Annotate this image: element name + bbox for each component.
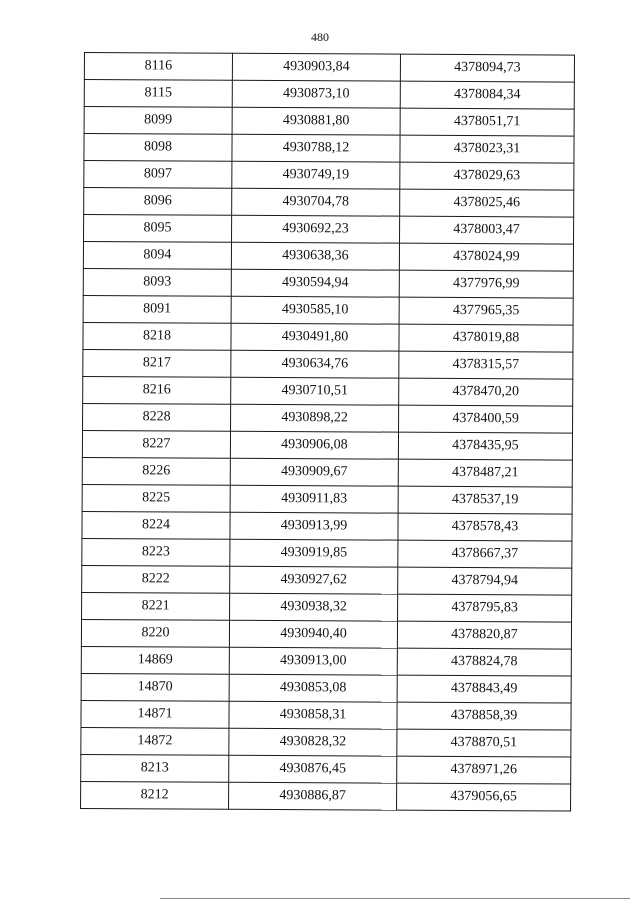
y-coordinate-cell: 4378858,39 (397, 702, 571, 730)
y-coordinate-cell: 4378971,26 (397, 756, 571, 784)
table-row (84, 80, 574, 110)
x-coordinate-cell: 4930876,45 (229, 755, 397, 783)
table-row (84, 107, 574, 137)
x-coordinate-cell: 4930638,36 (231, 242, 399, 270)
table-row (81, 727, 571, 757)
x-coordinate-cell: 4930938,32 (230, 593, 398, 621)
y-coordinate-cell: 4378400,59 (399, 405, 573, 433)
y-coordinate-cell: 4378470,20 (399, 378, 573, 406)
table-row (81, 619, 571, 649)
x-coordinate-cell: 4930491,80 (231, 323, 399, 351)
point-number-cell: 8221 (82, 592, 230, 620)
y-coordinate-cell: 4377965,35 (399, 297, 573, 325)
table-row (83, 268, 573, 298)
y-coordinate-cell: 4378870,51 (397, 729, 571, 757)
y-coordinate-cell: 4377976,99 (399, 270, 573, 298)
table-row (82, 511, 572, 541)
point-number-cell: 8212 (81, 781, 229, 809)
point-number-cell: 8223 (82, 538, 230, 566)
point-number-cell: 8218 (83, 322, 231, 350)
table-row (82, 565, 572, 595)
x-coordinate-cell: 4930634,76 (231, 350, 399, 378)
point-number-cell: 14871 (81, 700, 229, 728)
y-coordinate-cell: 4378667,37 (398, 540, 572, 568)
y-coordinate-cell: 4378084,34 (400, 81, 574, 109)
x-coordinate-cell: 4930853,08 (229, 674, 397, 702)
point-number-cell: 8228 (83, 403, 231, 431)
coordinates-table (80, 52, 575, 812)
table-row (83, 349, 573, 379)
x-coordinate-cell: 4930913,00 (229, 647, 397, 675)
x-coordinate-cell: 4930692,23 (232, 215, 400, 243)
point-number-cell: 8095 (84, 215, 232, 243)
y-coordinate-cell: 4378824,78 (397, 648, 571, 676)
y-coordinate-cell: 4378315,57 (399, 351, 573, 379)
point-number-cell: 8098 (84, 134, 232, 162)
table-row (83, 403, 573, 433)
point-number-cell: 14869 (81, 646, 229, 674)
table-row (83, 242, 573, 272)
x-coordinate-cell: 4930828,32 (229, 728, 397, 756)
y-coordinate-cell: 4378537,19 (398, 486, 572, 514)
y-coordinate-cell: 4378795,83 (398, 594, 572, 622)
x-coordinate-cell: 4930873,10 (232, 80, 400, 108)
y-coordinate-cell: 4378435,95 (398, 432, 572, 460)
point-number-cell: 8227 (82, 430, 230, 458)
table-row (81, 781, 571, 811)
coordinates-table-wrapper (80, 52, 575, 812)
point-number-cell: 8094 (83, 242, 231, 270)
y-coordinate-cell: 4378023,31 (400, 135, 574, 163)
x-coordinate-cell: 4930927,62 (230, 566, 398, 594)
table-row (81, 646, 571, 676)
table-row (84, 215, 574, 245)
y-coordinate-cell: 4378578,43 (398, 513, 572, 541)
table-row (83, 295, 573, 325)
point-number-cell: 14870 (81, 673, 229, 701)
table-row (84, 188, 574, 218)
point-number-cell: 8115 (84, 80, 232, 108)
point-number-cell: 8099 (84, 107, 232, 135)
y-coordinate-cell: 4378487,21 (398, 459, 572, 487)
x-coordinate-cell: 4930858,31 (229, 701, 397, 729)
point-number-cell: 8224 (82, 511, 230, 539)
y-coordinate-cell: 4378003,47 (400, 216, 574, 244)
y-coordinate-cell: 4378820,87 (397, 621, 571, 649)
y-coordinate-cell: 4378029,63 (400, 162, 574, 190)
y-coordinate-cell: 4378024,99 (399, 243, 573, 271)
point-number-cell: 8225 (82, 484, 230, 512)
point-number-cell: 8213 (81, 754, 229, 782)
table-row (82, 457, 572, 487)
y-coordinate-cell: 4378019,88 (399, 324, 573, 352)
x-coordinate-cell: 4930585,10 (231, 296, 399, 324)
x-coordinate-cell: 4930909,67 (230, 458, 398, 486)
point-number-cell: 8093 (83, 268, 231, 296)
point-number-cell: 8222 (82, 565, 230, 593)
point-number-cell: 8097 (84, 161, 232, 189)
x-coordinate-cell: 4930906,08 (230, 431, 398, 459)
table-row (83, 376, 573, 406)
table-row (82, 484, 572, 514)
table-row (81, 700, 571, 730)
y-coordinate-cell: 4378794,94 (398, 567, 572, 595)
table-row (82, 592, 572, 622)
table-row (81, 754, 571, 784)
point-number-cell: 8226 (82, 457, 230, 485)
table-row (82, 430, 572, 460)
point-number-cell: 8216 (83, 376, 231, 404)
page-number: 480 (311, 30, 329, 44)
x-coordinate-cell: 4930704,78 (232, 188, 400, 216)
point-number-cell: 8116 (84, 53, 232, 81)
x-coordinate-cell: 4930911,83 (230, 485, 398, 513)
table-row (84, 53, 574, 83)
x-coordinate-cell: 4930940,40 (229, 620, 397, 648)
x-coordinate-cell: 4930886,87 (229, 782, 397, 810)
x-coordinate-cell: 4930749,19 (232, 161, 400, 189)
table-row (82, 538, 572, 568)
x-coordinate-cell: 4930881,80 (232, 107, 400, 135)
x-coordinate-cell: 4930594,94 (231, 269, 399, 297)
y-coordinate-cell: 4378051,71 (400, 108, 574, 136)
point-number-cell: 8220 (81, 619, 229, 647)
x-coordinate-cell: 4930788,12 (232, 134, 400, 162)
point-number-cell: 8091 (83, 295, 231, 323)
coordinates-table-body (81, 53, 575, 812)
x-coordinate-cell: 4930919,85 (230, 539, 398, 567)
bottom-rule (160, 898, 630, 899)
y-coordinate-cell: 4378025,46 (400, 189, 574, 217)
point-number-cell: 8096 (84, 188, 232, 216)
point-number-cell: 14872 (81, 727, 229, 755)
table-row (84, 161, 574, 191)
table-row (83, 322, 573, 352)
x-coordinate-cell: 4930898,22 (231, 404, 399, 432)
x-coordinate-cell: 4930913,99 (230, 512, 398, 540)
table-row (81, 673, 571, 703)
y-coordinate-cell: 4379056,65 (397, 783, 571, 811)
y-coordinate-cell: 4378843,49 (397, 675, 571, 703)
point-number-cell: 8217 (83, 349, 231, 377)
x-coordinate-cell: 4930903,84 (232, 53, 400, 81)
x-coordinate-cell: 4930710,51 (231, 377, 399, 405)
y-coordinate-cell: 4378094,73 (400, 54, 574, 82)
table-row (84, 134, 574, 164)
